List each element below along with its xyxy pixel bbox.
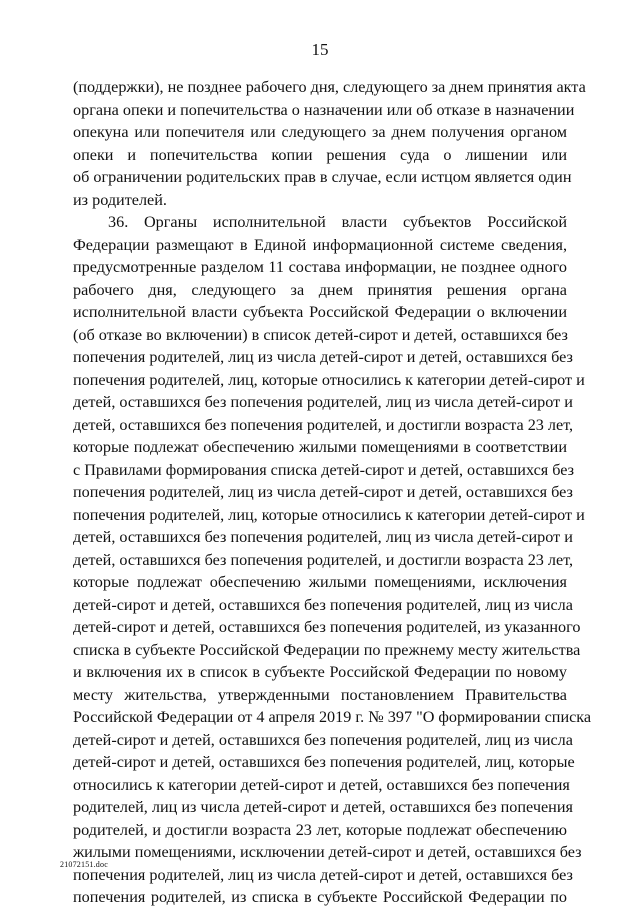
text-line: (об отказе во включении) в список детей-сирот и детей, оставшихся без [73,325,568,344]
text-line: попечения родителей, лиц из числа детей-сирот и детей, оставшихся без [73,348,573,366]
document-file-code: 21072151.doc [60,860,108,869]
text-line: и включения их в список в субъекте Российской Федерации по новому [73,663,567,681]
text-line: органа опеки и попечительства о назначении или об отказе в назначении [73,100,575,119]
text-line: детей-сирот и детей, оставшихся без попечения родителей, лиц, которые [73,753,575,771]
text-line: предусмотренные разделом 11 состава информации, не позднее одного [73,258,567,276]
paragraph-36 [73,211,592,909]
text-line: относились к категории детей-сирот и детей, оставшихся без попечения [73,775,570,794]
text-line: из родителей. [73,190,167,209]
text-line: которые подлежат обеспечению жилыми помещениями, исключения [73,573,567,591]
text-line: родителей, и достигли возраста 23 лет, которые подлежат обеспечению [73,820,567,839]
text-line: рабочего дня, следующего за днем принятия решения органа [73,280,567,299]
text-line: об ограничении родительских прав в случае, если истцом является один [73,168,572,186]
text-line: исполнительной власти субъекта Российской Федерации о включении [73,303,567,321]
text-line: детей, оставшихся без попечения родителей, и достигли возраста 23 лет, [73,415,574,434]
text-line: жилыми помещениями, исключении детей-сирот и детей, оставшихся без [73,843,582,861]
paragraph-continuation [73,76,586,211]
text-line: с Правилами формирования списка детей-сирот и детей, оставшихся без [73,460,575,479]
page-number: 15 [311,40,329,59]
document-body [73,76,592,909]
text-line: списка в субъекте Российской Федерации по прежнему месту жительства [73,640,581,659]
text-line: детей, оставшихся без попечения родителей, и достигли возраста 23 лет, [73,550,574,569]
text-line: Федерации размещают в Единой информационной системе сведения, [73,235,567,254]
text-line: Российской Федерации от 4 апреля 2019 г. № 397 "О формировании списка [73,708,592,726]
text-line: попечения родителей, лиц, которые относились к категории детей-сирот и [73,370,585,389]
text-line: детей-сирот и детей, оставшихся без попечения родителей, из указанного [73,618,581,636]
text-line: родителей, лиц из числа детей-сирот и детей, оставшихся без попечения [73,798,573,816]
text-line: 36. Органы исполнительной власти субъектов Российской [108,213,567,231]
text-line: месту жительства, утвержденными постановлением Правительства [73,685,567,704]
text-line: попечения родителей, лиц из числа детей-сирот и детей, оставшихся без [73,865,573,884]
text-line: опекуна или попечителя или следующего за днем получения органом [73,123,567,141]
text-line: детей, оставшихся без попечения родителей, лиц из числа детей-сирот и [73,393,573,411]
text-line: (поддержки), не позднее рабочего дня, следующего за днем принятия акта [73,78,586,96]
text-line: опеки и попечительства копии решения суда о лишении или [73,145,567,164]
text-line: детей-сирот и детей, оставшихся без попечения родителей, лиц из числа [73,730,573,749]
text-line: которые подлежат обеспечению жилыми помещениями в соответствии [73,438,567,456]
text-line: детей-сирот и детей, оставшихся без попечения родителей, лиц из числа [73,595,573,614]
text-line: попечения родителей, из списка в субъекте Российской Федерации по [73,888,567,906]
text-line: попечения родителей, лиц, которые относились к категории детей-сирот и [73,505,585,524]
text-line: детей, оставшихся без попечения родителей, лиц из числа детей-сирот и [73,528,573,546]
text-line: попечения родителей, лиц из числа детей-сирот и детей, оставшихся без [73,483,573,501]
